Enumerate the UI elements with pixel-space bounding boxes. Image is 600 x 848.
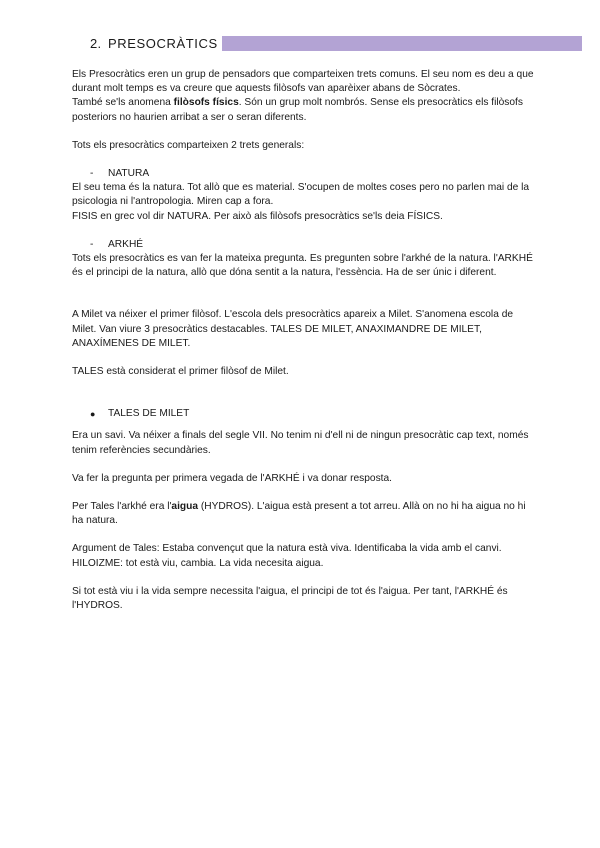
arkhe-list-item xyxy=(72,238,534,252)
intro-p2-bold: filòsofs físics xyxy=(173,97,239,109)
tales-label: TALES DE MILET xyxy=(108,408,190,420)
milet-paragraph-1: A Milet va néixer el primer filòsof. L'escola dels presocràtics apareix a Milet. S'anomena escola de Milet. Van viure 3 presocràtics destacables. TALES DE MILET, ANAXIMANDRE DE MILET, ANAXÍMENES DE MILET. xyxy=(72,309,514,349)
document-body xyxy=(72,68,534,613)
arkhe-label: ARKHÉ xyxy=(108,238,144,250)
tales-paragraph-4: Argument de Tales: Estaba convençut que la natura està viva. Identificaba la vida amb el canvi. HILOIZME: tot està viu, cambia. La vida necesita aigua. xyxy=(72,543,502,569)
intro-p2-text-1: També se'ls anomena xyxy=(72,97,174,109)
heading-bar xyxy=(222,36,582,51)
tales-paragraph-5: Si tot està viu i la vida sempre necessita l'aigua, el principi de tot és l'aigua. Per tant, l'ARKHÉ és l'HYDROS. xyxy=(72,585,508,612)
natura-list-item xyxy=(72,167,534,181)
tales-list-item xyxy=(72,407,534,421)
dash-marker: - xyxy=(90,168,94,180)
natura-paragraph-2: FISIS en grec vol dir NATURA. Per això als filòsofs presocràtics se'ls deia FÍSICS. xyxy=(72,210,443,222)
dash-marker: - xyxy=(90,238,94,250)
natura-paragraph-1: El seu tema és la natura. Tot allò que es material. S'ocupen de moltes coses pero no parlen mai de la psicologia ni l'antropologia. Miren cap a fora. xyxy=(72,182,530,208)
intro-paragraph-2 xyxy=(72,96,534,124)
bullet-marker: ● xyxy=(90,409,96,420)
tales-paragraph-1: Era un savi. Va néixer a finals del segle VII. No tenim ni d'ell ni de ningun presocràtic cap text, només tenim referències secundàries. xyxy=(72,430,529,456)
intro-p2-text-2: . Són un grup molt nombrós. Sense els presocràtics els filòsofs posteriors no haurien arribat a ser o seran diferents. xyxy=(72,97,523,123)
arkhe-paragraph: Tots els presocràtics es van fer la mateixa pregunta. Es pregunten sobre l'arkhé de la natura. l'ARKHÉ és el principi de la natura, allò que dóna sentit a la natura, l'essència. Ha de ser únic i diferent. xyxy=(72,253,533,279)
natura-label: NATURA xyxy=(108,168,150,180)
intro-paragraph-1: Els Presocràtics eren un grup de pensadors que comparteixen trets comuns. El seu nom es deu a que durant molt temps es va creure que aquests filòsofs van aparèixer abans de Sòcrates. xyxy=(72,69,534,95)
tales-p3-bold: aigua xyxy=(171,501,199,513)
milet-paragraph-2: TALES està considerat el primer filòsof de Milet. xyxy=(72,366,289,378)
tales-p3-text-1: Per Tales l'arkhé era l' xyxy=(72,501,172,513)
tales-p3-text-2: (HYDROS). L'aigua està present a tot arreu. Allà on no hi ha aigua no hi ha natura. xyxy=(72,501,526,527)
section-heading xyxy=(90,34,218,52)
tales-paragraph-2: Va fer la pregunta per primera vegada de l'ARKHÉ i va donar resposta. xyxy=(72,472,393,484)
heading-title: PRESOCRÀTICS xyxy=(108,35,218,51)
tales-paragraph-3 xyxy=(72,500,534,528)
intro-paragraph-3: Tots els presocràtics comparteixen 2 trets generals: xyxy=(72,139,305,151)
heading-number: 2. xyxy=(90,35,102,51)
